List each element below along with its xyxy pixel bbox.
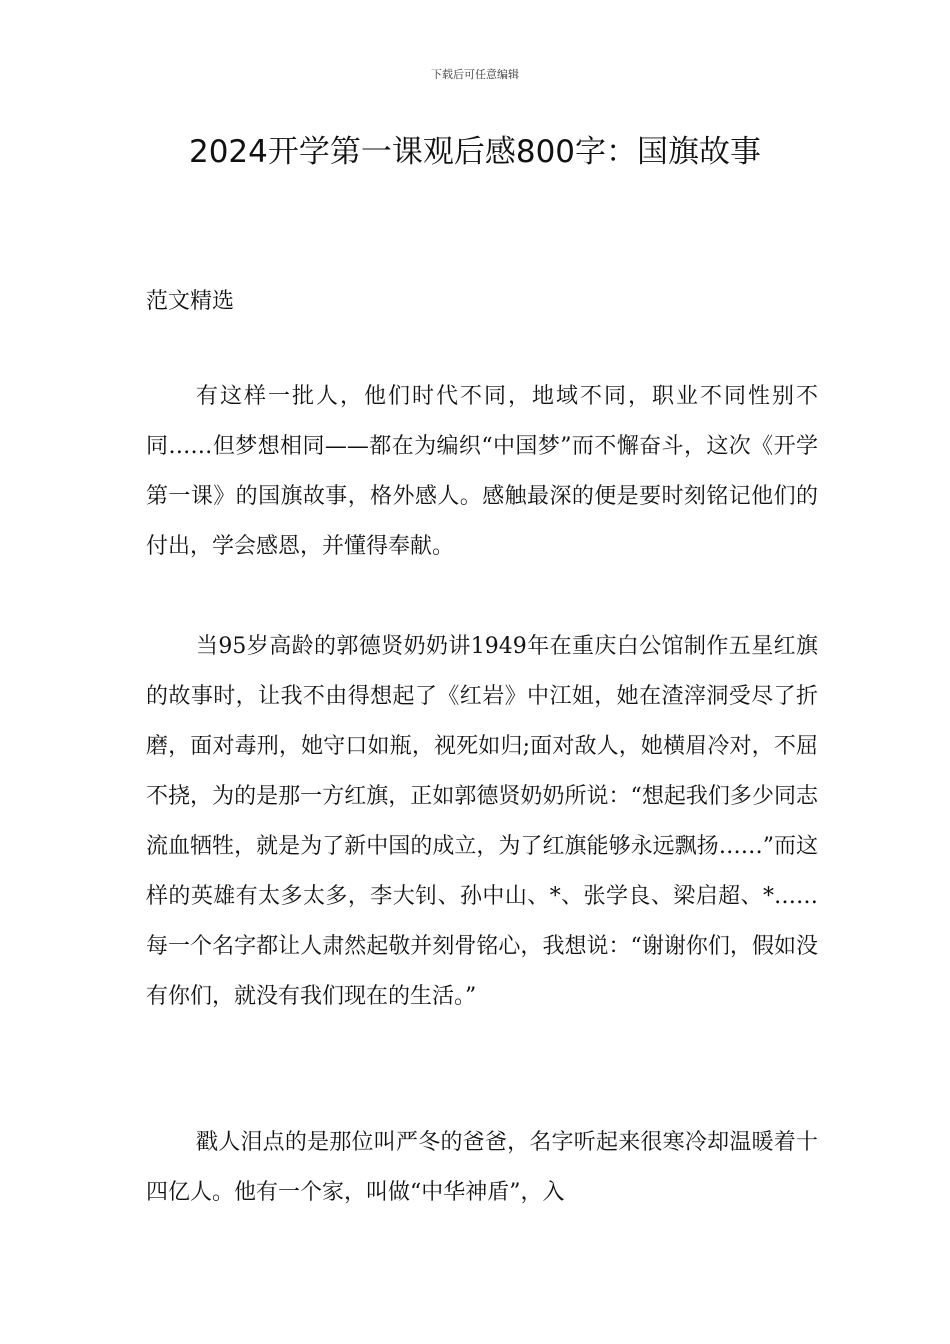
paragraph-1: 有这样一批人，他们时代不同，地域不同，职业不同性别不同……但梦想相同——都在为编织“中国梦”而不懈奋斗，这次《开学第一课》的国旗故事，格外感人。感触最深的便是要时刻铭记他们的付出，学会感恩，并懂得奉献。 [146, 384, 818, 559]
paragraph-3: 戳人泪点的是那位叫严冬的爸爸，名字听起来很寒冷却温暖着十四亿人。他有一个家，叫做“中华神盾”，入 [146, 1130, 818, 1205]
section-label: 范文精选 [146, 289, 235, 314]
paragraph-2: 当95岁高龄的郭德贤奶奶讲1949年在重庆白公馆制作五星红旗的故事时，让我不由得想起了《红岩》中江姐，她在渣滓洞受尽了折磨，面对毒刑，她守口如瓶，视死如归;面对敌人，她横眉冷对，不屈不挠，为的是那一方红旗，正如郭德贤奶奶所说：“想起我们多少同志流血牺牲，就是为了新中国的成立，为了红旗能够永远飘扬……”而这样的英雄有太多太多，李大钊、孙中山、*、张学良、梁启超、*……每一个名字都让人肃然起敬并刻骨铭心，我想说：“谢谢你们，假如没有你们，就没有我们现在的生活。” [146, 634, 818, 1009]
header-note: 下载后可任意编辑 [431, 68, 519, 81]
document-title: 2024开学第一课观后感800字：国旗故事 [188, 134, 762, 170]
